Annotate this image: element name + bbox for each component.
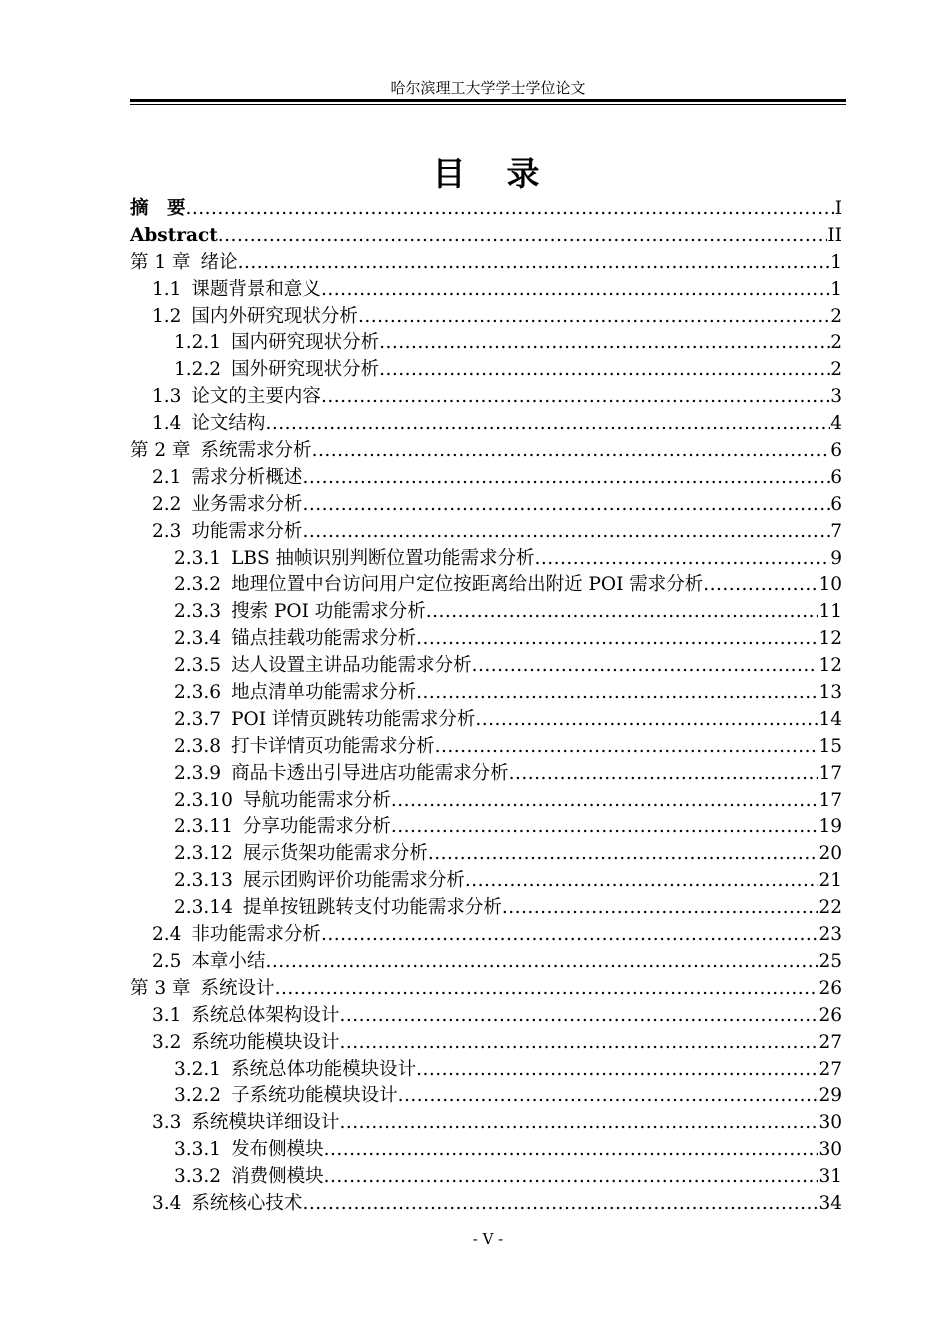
toc-entry-number: 3.1 [152, 1004, 182, 1026]
toc-entry-title: 搜索 POI 功能需求分析 [231, 601, 426, 623]
toc-leader-dots [265, 411, 830, 438]
toc-entry-title: 地理位置中台访问用户定位按距离给出附近 POI 需求分析 [231, 574, 704, 596]
toc-leader-dots [391, 814, 819, 841]
toc-entry-title: 功能需求分析 [191, 520, 303, 542]
toc-entry-number: 2.3.11 [174, 816, 233, 838]
toc-entry-number: 1.1 [152, 278, 182, 300]
toc-leader-dots [324, 1137, 819, 1164]
toc-entry-label [130, 223, 218, 250]
toc-leader-dots [312, 438, 831, 465]
toc-entry-title: 系统设计 [200, 977, 275, 999]
toc-entry[interactable] [130, 1191, 842, 1218]
toc-leader-dots [703, 572, 818, 599]
toc-entry-page: 26 [818, 977, 842, 999]
toc-entry-label [130, 196, 186, 223]
toc-entry[interactable] [130, 1164, 842, 1191]
toc-entry-number: 1.2.1 [174, 332, 222, 354]
toc-entry-page: 2 [830, 305, 842, 327]
toc-entry-label [174, 895, 502, 922]
toc-entry[interactable] [130, 1057, 842, 1084]
toc-entry-title: 地点清单功能需求分析 [231, 682, 417, 704]
toc-entry-page: 34 [818, 1192, 842, 1214]
toc-entry[interactable] [130, 599, 842, 626]
toc-entry-page: 22 [818, 897, 842, 919]
toc-leader-dots [218, 223, 828, 250]
toc-entry-number: 2.3.10 [174, 789, 233, 811]
toc-entry-page: 27 [818, 1031, 842, 1053]
toc-entry-number: 2.3.3 [174, 601, 222, 623]
toc-entry-label [174, 841, 428, 868]
toc-entry-label [174, 814, 391, 841]
toc-entry[interactable] [130, 519, 842, 546]
toc-leader-dots [324, 1164, 819, 1191]
toc-leader-dots [465, 868, 819, 895]
toc-entry[interactable] [130, 1003, 842, 1030]
toc-entry-label [152, 1191, 302, 1218]
toc-entry[interactable] [130, 788, 842, 815]
toc-leader-dots [339, 1030, 818, 1057]
toc-leader-dots [416, 680, 818, 707]
toc-entry-page: 21 [818, 870, 842, 892]
toc-entry-label [152, 277, 321, 304]
toc-entry-label [174, 626, 416, 653]
toc-entry-number: 2.3.6 [174, 682, 222, 704]
table-of-contents [130, 196, 842, 1218]
toc-entry-title: 系统总体功能模块设计 [231, 1058, 417, 1080]
toc-leader-dots [435, 734, 819, 761]
toc-entry-page: 10 [818, 574, 842, 596]
toc-entry-title: 导航功能需求分析 [242, 789, 391, 811]
toc-entry[interactable] [130, 196, 842, 223]
toc-entry[interactable] [130, 438, 842, 465]
toc-entry-label [174, 1137, 324, 1164]
toc-entry-page: 30 [818, 1112, 842, 1134]
toc-leader-dots [416, 626, 818, 653]
toc-entry-label [174, 761, 509, 788]
toc-entry-title: 论文的主要内容 [191, 386, 321, 408]
toc-entry-number: 1.3 [152, 386, 182, 408]
toc-entry-label [174, 680, 416, 707]
toc-entry-title: 需求分析概述 [191, 466, 303, 488]
toc-entry-title: 国内研究现状分析 [231, 332, 380, 354]
toc-entry-label [152, 922, 321, 949]
toc-entry-label [174, 357, 379, 384]
toc-entry-label [174, 330, 379, 357]
toc-entry-title: 本章小结 [191, 950, 266, 972]
toc-entry-number: 2.5 [152, 950, 182, 972]
toc-leader-dots [302, 465, 830, 492]
toc-entry-title: 子系统功能模块设计 [231, 1085, 398, 1107]
toc-entry-title: Abstract [130, 224, 218, 246]
toc-entry[interactable] [130, 465, 842, 492]
toc-entry[interactable] [130, 976, 842, 1003]
toc-entry-page: 17 [818, 762, 842, 784]
toc-entry-title: 国外研究现状分析 [231, 359, 380, 381]
page-number: - V - [472, 1230, 504, 1248]
toc-entry-title: 提单按钮跳转支付功能需求分析 [242, 897, 502, 919]
toc-entry-label [152, 1030, 339, 1057]
toc-leader-dots [535, 546, 831, 573]
toc-entry-number: 3.2.1 [174, 1058, 222, 1080]
toc-entry-label [174, 546, 535, 573]
toc-entry[interactable] [130, 546, 842, 573]
toc-entry-label [152, 519, 302, 546]
toc-entry-number: 3.2 [152, 1031, 182, 1053]
toc-entry-label [174, 868, 465, 895]
toc-entry-page: 17 [818, 789, 842, 811]
toc-entry-title: 系统模块详细设计 [191, 1112, 340, 1134]
toc-entry-page: 12 [818, 655, 842, 677]
toc-entry-title: 绪论 [200, 251, 238, 273]
toc-entry-title: 消费侧模块 [231, 1166, 324, 1188]
toc-entry[interactable] [130, 492, 842, 519]
toc-entry-label [174, 1057, 416, 1084]
toc-entry-title: POI 详情页跳转功能需求分析 [231, 708, 476, 730]
toc-entry-number: 2.3.7 [174, 708, 222, 730]
toc-entry[interactable] [130, 384, 842, 411]
toc-entry-number: 3.3.2 [174, 1166, 222, 1188]
toc-entry-page: 25 [818, 950, 842, 972]
toc-entry-number: 3.4 [152, 1192, 182, 1214]
toc-entry-number: 2.3.5 [174, 655, 222, 677]
toc-entry[interactable] [130, 411, 842, 438]
toc-leader-dots [302, 1191, 818, 1218]
toc-entry-title: 非功能需求分析 [191, 924, 321, 946]
toc-entry-number: 第 2 章 [130, 440, 191, 462]
toc-entry-title: 论文结构 [191, 413, 266, 435]
toc-leader-dots [391, 788, 819, 815]
toc-entry[interactable] [130, 1137, 842, 1164]
toc-entry-label [152, 411, 265, 438]
toc-leader-dots [321, 922, 819, 949]
toc-leader-dots [379, 330, 830, 357]
toc-entry-number: 第 3 章 [130, 977, 191, 999]
toc-entry-page: 6 [830, 466, 842, 488]
toc-entry-title: 打卡详情页功能需求分析 [231, 735, 435, 757]
toc-entry-title: 达人设置主讲品功能需求分析 [231, 655, 472, 677]
toc-entry-page: 6 [830, 440, 842, 462]
toc-entry-number: 2.3.12 [174, 843, 233, 865]
toc-entry-title: 锚点挂载功能需求分析 [231, 628, 417, 650]
toc-leader-dots [275, 976, 819, 1003]
toc-entry-number: 2.3.4 [174, 628, 222, 650]
toc-entry-title: LBS 抽帧识别判断位置功能需求分析 [231, 547, 535, 569]
toc-entry-page: 11 [818, 601, 842, 623]
toc-entry-label [174, 1164, 324, 1191]
toc-entry-page: 2 [830, 359, 842, 381]
toc-entry-number: 2.4 [152, 924, 182, 946]
toc-entry-label [152, 492, 302, 519]
toc-entry-page: 30 [818, 1139, 842, 1161]
toc-entry-number: 2.3.2 [174, 574, 222, 596]
toc-entry-page: I [834, 198, 842, 219]
toc-leader-dots [509, 761, 819, 788]
toc-entry-label [152, 384, 321, 411]
toc-entry-title: 展示货架功能需求分析 [242, 843, 428, 865]
toc-entry-number: 3.3 [152, 1112, 182, 1134]
toc-leader-dots [426, 599, 819, 626]
toc-entry-number: 1.4 [152, 413, 182, 435]
toc-entry-number: 2.3.9 [174, 762, 222, 784]
toc-entry-label [152, 1110, 339, 1137]
toc-leader-dots [302, 519, 830, 546]
toc-entry-page: 23 [818, 924, 842, 946]
header-rule-thin [130, 104, 846, 105]
toc-entry-number: 1.2.2 [174, 359, 222, 381]
toc-entry-page: 4 [830, 413, 842, 435]
toc-entry[interactable] [130, 814, 842, 841]
toc-entry-title: 分享功能需求分析 [242, 816, 391, 838]
toc-leader-dots [358, 304, 830, 331]
toc-leader-dots [321, 384, 830, 411]
toc-entry-title: 系统核心技术 [191, 1192, 303, 1214]
toc-entry[interactable] [130, 1030, 842, 1057]
toc-leader-dots [416, 1057, 818, 1084]
toc-leader-dots [238, 250, 831, 277]
toc-leader-dots [339, 1003, 818, 1030]
toc-entry-title: 课题背景和意义 [191, 278, 321, 300]
toc-leader-dots [265, 949, 818, 976]
toc-entry-number: 1.2 [152, 305, 182, 327]
toc-entry-label [130, 438, 312, 465]
toc-entry-number: 3.3.1 [174, 1139, 222, 1161]
toc-entry-page: 20 [818, 843, 842, 865]
toc-entry[interactable] [130, 1083, 842, 1110]
toc-entry-label [174, 599, 426, 626]
toc-entry[interactable] [130, 1110, 842, 1137]
toc-entry-page: 2 [830, 332, 842, 354]
toc-entry-number: 2.1 [152, 466, 182, 488]
toc-entry-number: 2.3.13 [174, 870, 233, 892]
toc-entry-title: 国内外研究现状分析 [191, 305, 358, 327]
toc-entry-label [174, 572, 703, 599]
toc-entry[interactable] [130, 868, 842, 895]
toc-entry-page: 27 [818, 1058, 842, 1080]
toc-entry-page: 26 [818, 1004, 842, 1026]
toc-leader-dots [302, 492, 830, 519]
toc-entry[interactable] [130, 734, 842, 761]
toc-entry-label [174, 734, 435, 761]
toc-entry-title: 系统功能模块设计 [191, 1031, 340, 1053]
toc-entry[interactable] [130, 922, 842, 949]
toc-entry-page: 31 [818, 1166, 842, 1188]
toc-entry-number: 3.2.2 [174, 1085, 222, 1107]
toc-leader-dots [186, 196, 835, 223]
toc-entry[interactable] [130, 572, 842, 599]
toc-entry[interactable] [130, 895, 842, 922]
page-title: 目 录 [432, 154, 544, 193]
toc-entry-number: 2.3.14 [174, 897, 233, 919]
toc-entry-label [174, 707, 475, 734]
toc-entry-title: 系统需求分析 [200, 440, 312, 462]
toc-entry-page: II [827, 224, 842, 246]
toc-entry-page: 9 [830, 547, 842, 569]
toc-entry[interactable] [130, 304, 842, 331]
toc-entry[interactable] [130, 626, 842, 653]
toc-entry[interactable] [130, 680, 842, 707]
toc-leader-dots [502, 895, 819, 922]
toc-entry[interactable] [130, 330, 842, 357]
toc-entry[interactable] [130, 949, 842, 976]
toc-leader-dots [475, 707, 818, 734]
toc-entry[interactable] [130, 223, 842, 250]
toc-entry-page: 1 [830, 251, 842, 273]
toc-entry-page: 3 [830, 386, 842, 408]
toc-entry-page: 14 [818, 708, 842, 730]
toc-entry-number: 2.2 [152, 493, 182, 515]
toc-entry-page: 6 [830, 493, 842, 515]
toc-leader-dots [472, 653, 819, 680]
toc-entry[interactable] [130, 841, 842, 868]
toc-entry[interactable] [130, 653, 842, 680]
toc-entry-page: 15 [818, 735, 842, 757]
toc-entry-title: 展示团购评价功能需求分析 [242, 870, 465, 892]
toc-entry-label [174, 788, 391, 815]
toc-leader-dots [379, 357, 830, 384]
toc-entry-title: 摘 要 [130, 198, 186, 219]
running-header: 哈尔滨理工大学学士学位论文 [390, 79, 586, 97]
toc-entry-page: 19 [818, 816, 842, 838]
toc-entry-label [152, 465, 302, 492]
toc-entry-label [152, 949, 265, 976]
toc-entry[interactable] [130, 707, 842, 734]
toc-entry-title: 商品卡透出引导进店功能需求分析 [231, 762, 509, 784]
toc-entry-number: 第 1 章 [130, 251, 191, 273]
toc-entry[interactable] [130, 277, 842, 304]
toc-entry-label [152, 304, 358, 331]
header-rule-thick [130, 99, 846, 102]
toc-entry-label [152, 1003, 339, 1030]
toc-entry-title: 业务需求分析 [191, 493, 303, 515]
toc-leader-dots [321, 277, 830, 304]
toc-entry[interactable] [130, 761, 842, 788]
toc-leader-dots [339, 1110, 818, 1137]
toc-entry-label [130, 976, 275, 1003]
toc-entry[interactable] [130, 250, 842, 277]
toc-entry[interactable] [130, 357, 842, 384]
toc-entry-page: 12 [818, 628, 842, 650]
toc-entry-page: 1 [830, 278, 842, 300]
toc-entry-label [130, 250, 238, 277]
toc-entry-number: 2.3 [152, 520, 182, 542]
toc-entry-title: 系统总体架构设计 [191, 1004, 340, 1026]
toc-entry-number: 2.3.8 [174, 735, 222, 757]
toc-leader-dots [428, 841, 819, 868]
toc-entry-title: 发布侧模块 [231, 1139, 324, 1161]
toc-entry-label [174, 1083, 398, 1110]
toc-entry-label [174, 653, 472, 680]
toc-entry-number: 2.3.1 [174, 547, 222, 569]
toc-entry-page: 7 [830, 520, 842, 542]
toc-entry-page: 13 [818, 682, 842, 704]
toc-entry-page: 29 [818, 1085, 842, 1107]
toc-leader-dots [398, 1083, 819, 1110]
